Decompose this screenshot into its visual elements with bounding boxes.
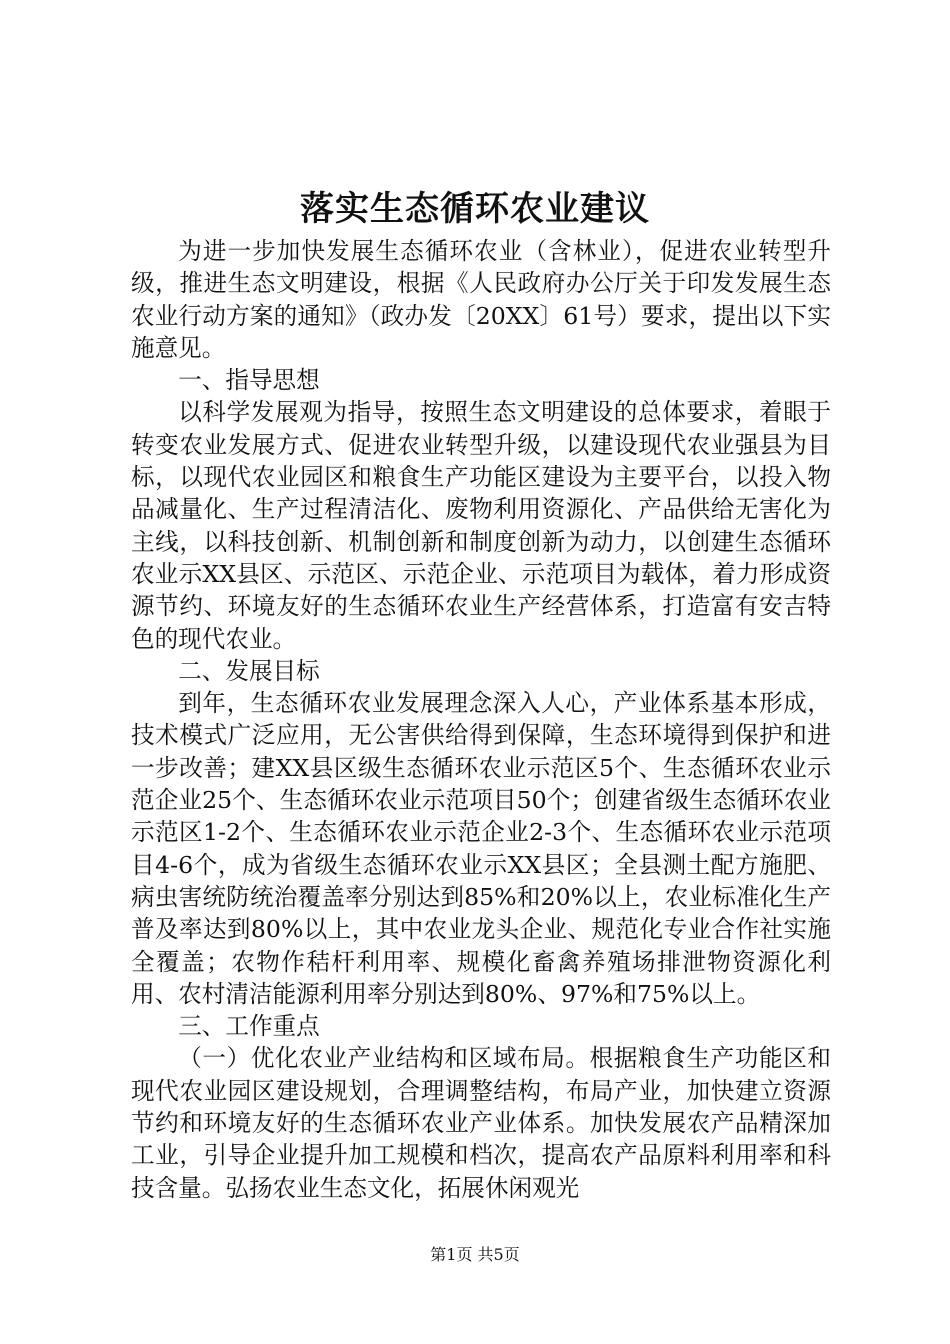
work-focus-paragraph: （一）优化农业产业结构和区域布局。根据粮食生产功能区和现代农业园区建设规划，合理调整结构，布局产业，加快建立资源节约和环境友好的生态循环农业产业体系。加快发展农产品精深加工业，引导企业提升加工规模和档次，提高农产品原料利用率和科技含量。弘扬农业生态文化，拓展休闲观光 (131, 1044, 831, 1202)
section-heading-development-goals: 二、发展目标 (178, 656, 320, 685)
document-title: 落实生态循环农业建议 (300, 189, 650, 229)
section-heading-work-focus: 三、工作重点 (178, 1012, 320, 1041)
page-footer: 第1页 共5页 (430, 1245, 520, 1264)
document-body (131, 235, 831, 1204)
intro-paragraph: 为进一步加快发展生态循环农业（含林业），促进农业转型升级，推进生态文明建设，根据《人民政府办公厅关于印发发展生态农业行动方案的通知》（政办发〔20XX〕61号）要求，提出以下实施意见。 (131, 237, 831, 362)
section-heading-guiding-ideology: 一、指导思想 (178, 366, 320, 395)
guiding-ideology-paragraph: 以科学发展观为指导，按照生态文明建设的总体要求，着眼于转变农业发展方式、促进农业转型升级，以建设现代农业强县为目标，以现代农业园区和粮食生产功能区建设为主要平台，以投入物品减量化、生产过程清洁化、废物利用资源化、产品供给无害化为主线，以科技创新、机制创新和制度创新为动力，以创建生态循环农业示XX县区、示范区、示范企业、示范项目为载体，着力形成资源节约、环境友好的生态循环农业生产经营体系，打造富有安吉特色的现代农业。 (131, 398, 831, 653)
development-goals-paragraph: 到年，生态循环农业发展理念深入人心，产业体系基本形成，技术模式广泛应用，无公害供给得到保障，生态环境得到保护和进一步改善；建XX县区级生态循环农业示范区5个、生态循环农业示范企业25个、生态循环农业示范项目50个；创建省级生态循环农业示范区1-2个、生态循环农业示范企业2-3个、生态循环农业示范项目4-6个，成为省级生态循环农业示XX县区；全县测土配方施肥、病虫害统防统治覆盖率分别达到85%和20%以上，农业标准化生产普及率达到80%以上，其中农业龙头企业、规范化专业合作社实施全覆盖；农物作秸杆利用率、规模化畜禽养殖场排泄物资源化利用、农村清洁能源利用率分别达到80%、97%和75%以上。 (131, 689, 831, 1008)
